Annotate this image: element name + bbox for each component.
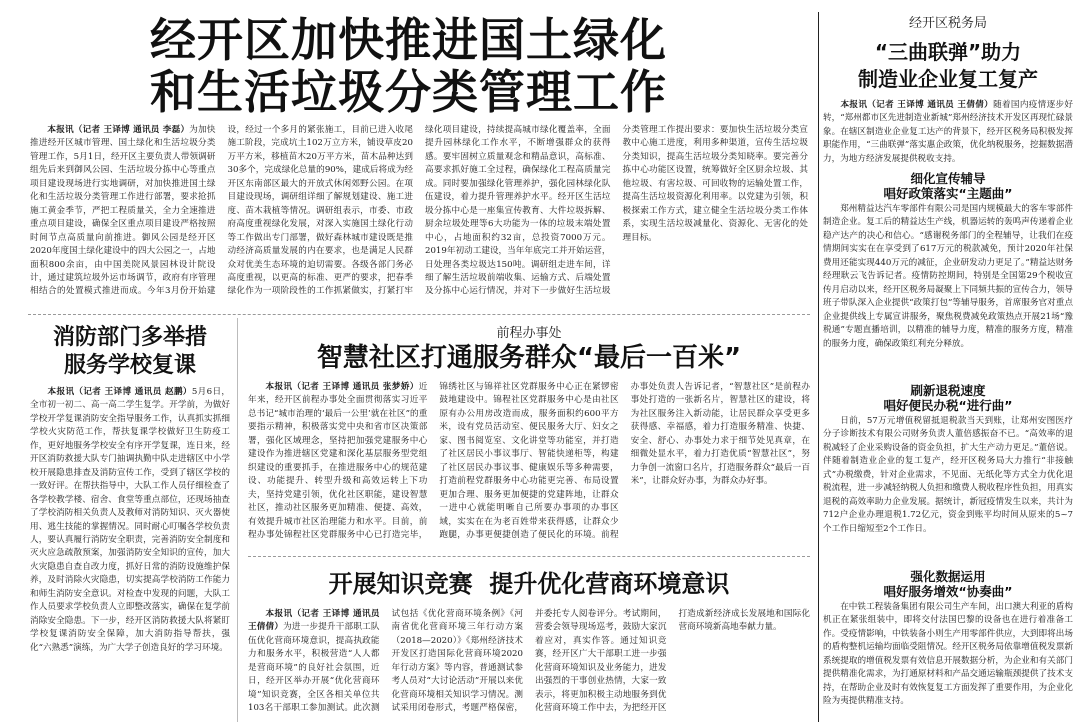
main-article-text: 为加快推进经开区城市管理、国土绿化和生活垃圾分类管理工作，5月1日，经开区主要负责人带领调研组先后来到御风公园、生活垃圾分拣中心等重点项目建设现场进行实地调研，对加快推进国土绿化和生活垃圾分类管理工作进行部署，要求抢抓施工黄金季节，严把工程质量关，全力全速推进重点项目建设，确保全区重点项目建设严格按照时间节点高质量向前推进。御风公园是经开区2020年度国土绿化建设中的四大公园之一，占地面积800余亩，由中国美院风景园林设计院设计，通过建筑垃圾外运市场调节，政府有序管理相结合的处置模式推进而成。今年3月份开始建设，经过一个多月的紧张施工，目前已进入收尾施工阶段，完成坑土102万立方米，铺设草皮20万平方米，移植苗木20万平方米，苗木品种达到30多个，完成绿化总量的90%，建成后将成为经开区东南部区最大的开放式休闲郊野公园。在项目建设现场，调研组详细了解规划建设、施工进度、苗木栽植等情况。调研组表示，市委、市政府高度重视绿化发展，对深入实施国土绿化行动等工作做出专门部署，做好森林城市建设既是推动经济高质量发展的内在要求，也是满足人民群众对优美生态环境的迫切需要。各级各部门务必高度重视，以更高的标准、更严的要求，把春季绿化作为一项阶段性的工作抓紧做实，打紧打牢绿化项目建设，持续提高城市绿化覆盖率，全面提升园林绿化工作水平，不断增强群众的获得感。要牢固树立质量观念和精品意识，高标准、高要求抓好施工全过程，确保绿化工程高质量完成。同时要加强绿化管理养护，强化园林绿化队伍建设，着力提升管理养护水平。经开区生活垃圾分拣中心是一座集宣传教育、大件垃圾拆解、厨余垃圾处理等6大功能为一体的垃圾末端处置中心，占地面积约32亩，总投资7000万元。2019年初动工建设，当年年底完工并开始运营，日处理各类垃圾达150吨。调研组走进车间，详细了解生活垃圾前端收集、运输方式、后端处置及分拣中心运行情况，并对下一步做好生活垃圾分类管理工作提出要求：要加快生活垃圾分类宣教中心施工进度，利用多种渠道，宣传生活垃圾分类知识，提高生活垃圾分类知晓率。要完善分拣中心功能区设置，统筹做好全区厨余垃圾、其他垃圾、有害垃圾、可回收物的运输处置工作，提高生活垃圾资源化利用率。以党建为引领，积极探索工作方式，建立健全生活垃圾分类工作体系，实现生活垃圾减量化、资源化、无害化的处理目标。	[30, 125, 808, 297]
smart-kicker: 前程办事处	[496, 326, 562, 341]
fire-text: 5月6日，全市初一初二、高一高二学生复学。开学前，为做好学校开学复课消防安全指导服务工作，认真抓实抓细学校火灾防范工作，帮扶复课学校做好卫生防疫工作，更好地服务学校安全有序开学复课，连日来，经开区消防救援大队专门抽调执勤中队走进辖区中小学校开展隐患排查及消防宣传工作，受到了辖区学校的一致好评。在帮扶指导中，大队工作人员仔细检查了各学校教学楼、宿舍、食堂等重点部位，还现场抽查了学校消防相关负责人及教师对消防知识、灭火器使用、逃生技能的掌握情况。同时耐心叮嘱各学校负责人，要认真履行消防安全职责，完善消防安全制度和灭火应急疏散预案，加强消防安全知识的宣传，加大火灾隐患自查自改力度，抓好日常的消防设施维护保养，及时消除火灾隐患，切实提高学校消防工作能力和师生消防安全意识。对检查中发现的问题，大队工作人员要求学校负责人立即整改落实，确保在复学前消除安全隐患。下一步，经开区消防救援大队将紧盯学校复课消防安全保障，加大消防指导帮扶，强化“六熟悉”演练，为广大学子创造良好的学习环境。	[30, 387, 230, 653]
divider-smart	[248, 556, 810, 557]
contest-byline: 本报讯（记者 王译博 通讯员 王倩倩）	[248, 609, 380, 633]
tax-headline-line2: 制造业企业复工复产	[858, 67, 1038, 91]
tax-subhead-2-line2: 唱好便民办税“进行曲”	[883, 398, 1013, 413]
tax-sidebar	[823, 0, 1073, 728]
divider-main	[28, 314, 810, 315]
tax-headline-line1: “三曲联弹”助力	[874, 40, 1022, 64]
tax-byline: 本报讯（记者 王译博 通讯员 王倩倩）	[840, 100, 994, 110]
main-byline: 本报讯（记者 王译博 通讯员 李磊）	[47, 125, 190, 135]
main-article-body	[30, 124, 808, 310]
tax-subhead-3-line1: 强化数据运用	[910, 569, 986, 584]
contest-body	[248, 608, 810, 716]
smart-byline: 本报讯（记者 王译博 通讯员 张梦娇）	[265, 382, 419, 392]
smart-headline: 智慧社区打通服务群众“最后一百米”	[316, 343, 742, 373]
contest-article	[248, 560, 810, 724]
tax-kicker: 经开区税务局	[908, 16, 987, 31]
tax-subhead-2	[823, 383, 1073, 413]
fire-headline-line1: 消防部门多举措	[52, 325, 207, 350]
main-headline-line1: 经开区加快推进国土绿化	[150, 13, 667, 67]
tax-subhead-1	[823, 171, 1073, 201]
smart-body	[248, 381, 810, 543]
tax-para-2: 日前，57万元增值税留抵退税款当天到账，让郑州安图医疗分子诊断技术有限公司财务负责人董倍感振奋不已。“高效率的退税减轻了企业采购设备的资金负担，扩大生产动力更足。”董倍说。伴随着制造业企业的复工复产，经开区税务局大力推行“非接触式”办税缴费，针对企业需求，不见面、无纸化等方式全力优化退税流程，进一步减轻纳税人负担和缴费人税收程序性负担，用真实退税的高效率助力企业发展。据统计，新冠疫情发生以来，共计为712户企业办理退税1.72亿元，资金到账平均时间从原来的5~7个工作日缩短至2个工作日。	[823, 416, 1073, 534]
main-headline-line2: 和生活垃圾分类管理工作	[150, 65, 667, 119]
tax-headline	[823, 39, 1073, 93]
tax-subhead-1-line1: 细化宣传辅导	[910, 171, 986, 186]
smart-article	[248, 318, 810, 554]
column-rule-fire	[237, 318, 238, 722]
sidebar-rule	[818, 12, 819, 722]
main-headline	[150, 14, 790, 118]
tax-subhead-3	[823, 569, 1073, 599]
smart-text: 近年来，经开区前程办事处全面贯彻落实习近平总书记“城市治理的‘最后一公里’就在社区”的重要指示精神，积极落实党中央和省市区决策部署，强化区域理念，坚持把加强党建服务中心建设作为推进辖区党建和深化基层服务型党组织建设的重要抓手，在推进服务中心的规范建设、功能提升、转型升级和高效运转上下功夫，坚持党建引领，优化社区职能，建设智慧社区，推动社区服务更加精准、便捷、高效，有效提升城市社区治理能力和水平。目前，前程办事处锦程社区党群服务中心已打造完毕，锦绣社区与锦祥社区党群服务中心正在紧锣密鼓地建设中。锦程社区党群服务中心是由社区原有办公用房改造而成，服务面积约600平方米，设有党员活动室、便民服务大厅、妇女之家、图书阅览室、文化讲堂等功能室，并打造了社区居民小事议事厅、智能快递柜等，构建了社区居民办事议事、健康娱乐等多种需要，打造前程党群服务中心功能更完善、布局设置更加合理、服务更加便捷的党建阵地，让群众一进中心就能明晰自己所要办事项的办事区域，实实在在为老百姓带来获得感，让群众少跑腿，办事更便捷创造了便民化的环境。前程办事处负责人告诉记者，“智慧社区”是前程办事处打造的一张新名片，智慧社区的建设，将为社区服务注入新动能，让居民群众享受更多获得感、幸福感，着力打造服务精准、快捷、安全、舒心、办事处力求于细节处见真章，在细微处显水平，着力打造优质“智慧社区”，努力争创一流窗口名片，打造服务群众“最后一百米”，让群众好办事，为群众办好事。	[248, 382, 810, 540]
fire-article	[30, 318, 230, 718]
tax-para-1: 郑州精益达汽车零部件有限公司是国内规模最大的客车零部件制造企业。复工后的精益达生产线，机器运转的轰鸣声传递着企业稳产达产的决心和信心。“感谢税务部门的全程辅导，让我们在疫情期间实实在在享受到了617万元的税款减免，预计2020年社保费用还能实现440万元的减征，企业研发动力更足了。”精益达财务经理耿云飞告诉记者。疫情防控期间，特别是全国第29个税收宣传月启动以来，经开区税务局凝聚上下同频共振的宣传合力，领导班子带队深入企业提供“政策打包”等辅导服务，首席服务官对重点企业提供线上专属宣讲服务，聚焦税费减免政策热点开展21场“豫税通”专题直播培训，以精准的辅导力度，精准的服务方度，精准的服务力度，确保政策红利充分释放。	[823, 204, 1073, 349]
tax-intro-text: 随着国内疫情逐步好转，“郑州都市区先进制造业新城”郑州经济技术开发区再现忙碌景象。在辖区制造业企业复工达产的背景下，经开区税务局积极发挥职能作用，“三曲联弹”落实惠企政策，优化纳税服务，挖掘数据潜力，为地方经济发展提供税收支持。	[823, 100, 1073, 164]
fire-headline-line2: 服务学校复课	[63, 353, 196, 378]
tax-subhead-2-line1: 刷新退税速度	[910, 383, 986, 398]
fire-body	[30, 386, 230, 716]
contest-text: 为进一步提升干部职工队伍优化营商环境意识，提高执政能力和服务水平，积极营造“人人都是营商环境”的良好社会氛围，近日，经开区举办开展“优化营商环境”知识竞赛，全区各相关单位共103名干部职工参加测试。此次测试包括《优化营商环境条例》《河南省优化营商环境三年行动方案（2018—2020）》《郑州经济技术开发区打造国际化营商环境2020年行动方案》等内容，普通测试参考人员对“大讨论活动”开展以来优化营商环境相关知识学习情况。测试采用闭卷形式，考题严格保密，并委托专人阅卷评分。考试期间，营委会领导现场巡考，鼓励大家沉着应对，真实作答。通过知识竞赛，经开区广大干部职工进一步强化营商环境知识及业务能力，进发出强烈的干事创业热情，大家一致表示，将更加积极主动地服务到优化营商环境工作中去，为把经开区打造成新经济成长发展地和国际化营商环境新高地奉献力量。	[248, 609, 810, 714]
tax-para-3: 在中铁工程装备集团有限公司生产车间，出口澳大利亚的盾构机正在紧张组装中，即将交付法国巴黎的设备也在进行着准备工作。受疫情影响，中铁装备小则生产用零部件供应，大到即将出场的盾构整机运输均面临受阻情况。经开区税务局依靠增值税发票新系统提取的增值税发票有效信息开展数据分析，为企业和有关部门提供精准化需求，为打通原材料和产品交通运输瓶颈提供了技术支持，在帮助企业及时有效恢复复工方面发挥了重要作用，为企业化险为夷提供精准支持。	[823, 602, 1073, 707]
fire-byline: 本报讯（记者 王译博 通讯员 赵鹏）	[47, 387, 192, 397]
tax-subhead-1-line2: 唱好政策落实“主题曲”	[883, 186, 1013, 201]
tax-intro	[823, 99, 1073, 167]
contest-headline: 开展知识竞赛 提升优化营商环境意识	[328, 570, 730, 598]
fire-headline	[30, 324, 230, 380]
tax-subhead-3-line2: 唱好服务增效“协奏曲”	[883, 584, 1013, 599]
